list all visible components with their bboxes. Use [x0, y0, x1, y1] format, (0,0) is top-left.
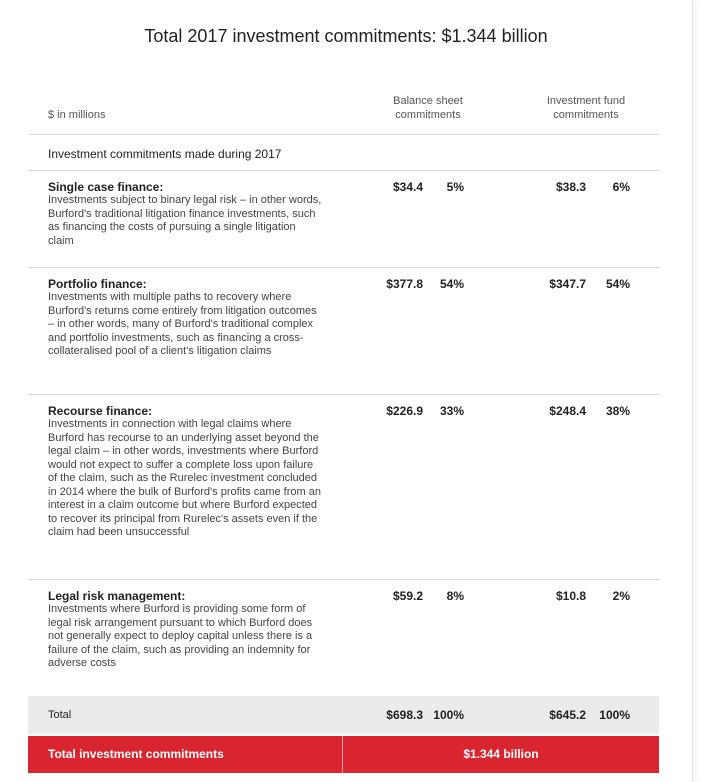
table-row-legal-risk [48, 589, 659, 671]
divider [28, 134, 659, 135]
balance-percent: 8% [446, 589, 464, 603]
grand-total-label: Total investment commitments [48, 747, 224, 761]
row-title: Recourse finance: [48, 404, 153, 418]
fund-percent: 2% [612, 589, 630, 603]
balance-value: $226.9 [386, 404, 423, 418]
total-row [28, 696, 659, 734]
grand-total-value: $1.344 billion [463, 747, 539, 761]
divider [28, 394, 659, 395]
table-row-recourse [48, 404, 659, 540]
total-fund-percent: 100% [599, 708, 630, 722]
divider [28, 267, 659, 268]
row-description: Investments where Burford is providing some form of legal risk arrangement pursuant to which Burford does not generally expect to deploy capital unless there is a failure of the claim, such as providing an indemnity for adverse costs [48, 603, 313, 669]
unit-label: $ in millions [48, 109, 106, 121]
fund-value: $347.7 [549, 277, 586, 291]
total-balance-percent: 100% [433, 708, 464, 722]
column-header-balance-sheet: Balance sheet commitments [393, 95, 463, 121]
balance-percent: 5% [446, 180, 464, 194]
fund-value: $10.8 [555, 589, 586, 603]
page-title: Total 2017 investment commitments: $1.344 billion [144, 26, 548, 46]
divider [28, 170, 659, 171]
total-balance-value: $698.3 [386, 708, 423, 722]
row-description: Investments with multiple paths to recovery where Burford's returns come entirely from litigation outcomes – in other words, many of Burford's traditional complex and portfolio investments, such as financing a cross-collateralised pool of a client's litigation claims [48, 291, 317, 357]
row-description: Investments subject to binary legal risk – in other words, Burford's traditional litigation finance investments, such as financing the costs of pursuing a single litigation claim [48, 194, 322, 247]
balance-value: $34.4 [392, 180, 423, 194]
table-row-portfolio [48, 277, 659, 359]
fund-percent: 38% [605, 404, 630, 418]
row-description: Investments in connection with legal claims where Burford has recourse to an underlying asset beyond the legal claim – in other words, investments where Burford would not expect to suffer a complete loss upon failure of the claim, such as the Rurelec investment concluded in 2014 where the bulk of Burford's profits came from an interest in a claim outcome but where Burford expected to recover its principal from Rurelec's assets even if the claim had been unsuccessful [48, 418, 321, 538]
row-title: Legal risk management: [48, 589, 186, 603]
total-fund-value: $645.2 [549, 708, 586, 722]
row-title: Single case finance: [48, 180, 164, 194]
balance-percent: 54% [439, 277, 464, 291]
fund-value: $38.3 [555, 180, 586, 194]
total-label: Total [48, 709, 72, 721]
fund-percent: 6% [612, 180, 630, 194]
balance-percent: 33% [439, 404, 464, 418]
column-header-investment-fund: Investment fund commitments [546, 95, 626, 121]
section-label: Investment commitments made during 2017 [48, 147, 282, 161]
table-row-single-case [48, 180, 659, 248]
row-title: Portfolio finance: [48, 277, 147, 291]
divider [28, 579, 659, 580]
balance-value: $59.2 [392, 589, 423, 603]
fund-percent: 54% [605, 277, 630, 291]
grand-total-row [28, 736, 659, 773]
fund-value: $248.4 [549, 404, 586, 418]
balance-value: $377.8 [386, 277, 423, 291]
